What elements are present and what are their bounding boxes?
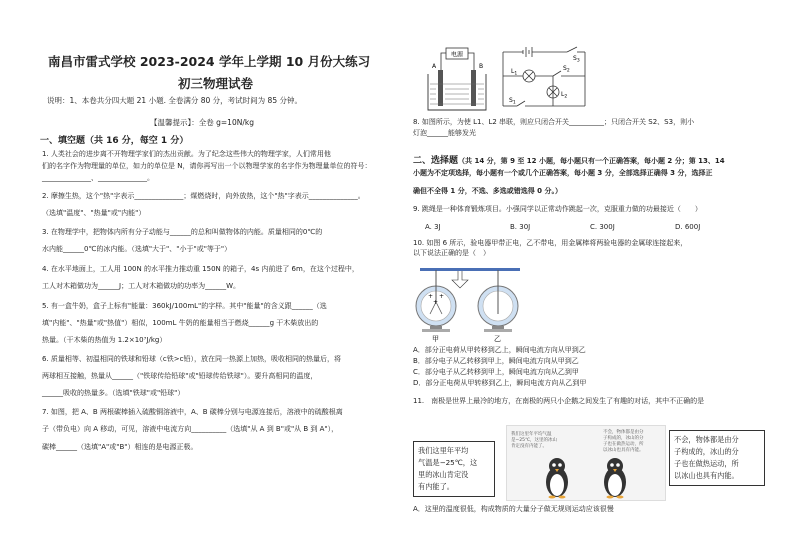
electrolysis-figure [420, 44, 490, 114]
q9-option-c[interactable]: C. 300J [590, 223, 615, 231]
q10-option-b[interactable]: B．部分电子从乙转移到甲上，瞬间电流方向从甲到乙 [413, 357, 579, 365]
tip: 【温馨提示】：全卷 g=10N/kg [150, 118, 254, 127]
instructions: 说明：1、本卷共分四大题 21 小题. 全卷满分 80 分，考试时间为 85 分钟。 [47, 96, 302, 105]
electroscope-jia [416, 270, 456, 332]
svg-text:+: + [433, 299, 439, 306]
penguin-cartoon [506, 425, 666, 501]
carbon-rod-a [438, 70, 443, 106]
q6-line2: 两球相互接触，热量从______（"铁球传给铅球"或"铅球传给铁球"）。要升高相同的温度， [42, 372, 318, 380]
q7-line3: 碳棒______（选填"A"或"B"）相连的是电源正极。 [42, 443, 198, 451]
section-2-heading-line [413, 148, 725, 167]
q10-text-2: 以下说法正确的是（ ） [413, 249, 490, 257]
exam-title: 南昌市雷式学校 2023-2024 学年上学期 10 月份大练习 [48, 54, 371, 69]
q9-text: 9. 跳绳是一种体育锻炼项目。小强同学以正常动作跳起一次，克服重力做的功最接近（ ） [413, 205, 702, 213]
power-source-label: 电源 [450, 51, 464, 59]
carbon-rod-b [471, 70, 476, 106]
switch-s3-label: $S_3$ [573, 55, 580, 64]
q1-line1: 1. 人类社会的进步离不开物理学家们的杰出贡献。为了纪念这些伟大的物理学家，人们常用他 [42, 150, 331, 158]
q9-option-d[interactable]: D. 600J [675, 223, 701, 231]
q5-line1: 5. 有一盒牛奶，盒子上标有"能量：360kJ/100mL"的字样。其中"能量"的含义跟______（选 [42, 302, 327, 310]
speech-bubble-left: 我们这里年平均 气温是−25℃，这 里的冰山肯定没 有内能了。 [413, 441, 495, 497]
q9-option-a[interactable]: A. 3J [425, 223, 441, 231]
switch-s1-label: $S_1$ [509, 97, 516, 106]
q10-option-c[interactable]: C．部分电子从乙转移到甲上，瞬间电流方向从乙到甲 [413, 368, 579, 376]
q10-option-a[interactable]: A．部分正电荷从甲转移到乙上，瞬间电流方向从甲到乙 [413, 346, 586, 354]
q3-line2: 水内能______0℃的冰内能。（选填"大于"、"小于"或"等于"） [42, 245, 232, 253]
metal-rod [420, 268, 520, 271]
q8-line1: 8. 如图所示，为使 L1、L2 串联，则应只闭合开关__________；只闭合开关 S2、S3，则小 [413, 118, 695, 126]
electroscope-figure [408, 262, 538, 344]
lamp-l1-label: $L_1$ [511, 68, 518, 77]
q2-line2: （选填"温度"、"热量"或"内能"） [42, 209, 146, 217]
q7-line1: 7. 如图，把 A、B 两根碳棒插入硫酸铜溶液中，A、B 碳棒分别与电源连接后，溶液中的硫酸根离 [42, 408, 343, 416]
lamp-l2-label: $L_2$ [561, 91, 568, 100]
arrow-down-icon [452, 271, 468, 288]
q4-line2: 工人对木箱做功为______J；工人对木箱做功的功率为______W。 [42, 282, 240, 290]
q11-text: 11. 南极是世界上最冷的地方，在南极的两只小企鹅之间发生了有趣的对话，其中不正确的是 [413, 397, 705, 405]
q2-line1: 2. 摩擦生热，这个"热"字表示______________；煤燃烧时，向外放热，这个"热"字表示______________。 [42, 192, 365, 200]
q8-line2: 灯泡______能够发光 [413, 129, 476, 137]
q6-line1: 6. 质量相等、初温相同的铁球和铅球（c铁>c铅），放在同一热源上加热，吸收相同的热量后，将 [42, 355, 341, 363]
q5-line3: 热量。（干木柴的热值为 1.2×10⁷J/kg） [42, 336, 167, 344]
q10-text-1: 10. 如图 6 所示，验电器甲带正电，乙不带电，用金属棒将两验电器的金属球连接起来， [413, 239, 688, 247]
section-2-heading: 二、选择题 [413, 156, 459, 166]
svg-text:+: + [439, 293, 445, 300]
speech-bubble-right: 不会，物体都是由分 子构成的，冰山的分 子也在做热运动，所 以冰山也具有内能。 [669, 430, 765, 486]
q11-option-a[interactable]: A．这里的温度很低，构成物质的大量分子做无规则运动应该很慢 [413, 505, 614, 513]
q1-line2: 们的名字作为物理量的单位，如力的单位是 N，请你再写出一个以物理学家的名字作为物理量单位的符号： [42, 162, 372, 170]
penguin-left [546, 458, 568, 499]
label-jia: 甲 [432, 335, 439, 343]
section-2-rule-3: 确但不全得 1 分，不选、多选或错选得 0 分。） [413, 187, 562, 195]
switch-s2-label: $S_2$ [563, 65, 570, 74]
label-yi: 乙 [494, 335, 501, 343]
q9-option-b[interactable]: B. 30J [510, 223, 531, 231]
q1-line3: ______________、______________。 [42, 174, 154, 182]
section-2-rule-1: （共 14 分，第 9 至 12 小题，每小题只有一个正确答案，每小题 2 分；第 13、14 [458, 157, 725, 165]
section-2-rule-2: 小题为不定项选择，每小题有一个或几个正确答案，每小题 3 分，全部选择正确得 3 分，选择正 [413, 169, 713, 177]
q10-option-d[interactable]: D．部分正电荷从甲转移到乙上，瞬间电流方向从乙到甲 [413, 379, 587, 387]
electroscope-yi [478, 270, 518, 332]
q7-line2: 子（带负电）向 A 移动，可见，溶液中电流方向__________（选填"从 A 到 B"或"从 B 到 A"）， [42, 425, 339, 433]
cartoon-left-text: 我们这里年平均气温 是−25℃，这里的冰山 肯定没有内能了。 [511, 432, 558, 449]
section-1-heading: 一、填空题（共 16 分，每空 1 分） [40, 136, 189, 146]
circuit-diagram [495, 44, 595, 116]
q6-line3: ______吸收的热量多。（选填"铁球"或"铅球"） [42, 389, 185, 397]
electrode-a-label: A [432, 63, 437, 70]
q3-line1: 3. 在物理学中，把物体内所有分子动能与______的总和叫做物体的内能。质量相同的0℃的 [42, 228, 323, 236]
q5-line2: 填"内能"、"热量"或"热值"）相似，100mL 牛奶的能量相当于燃烧______g 干木柴放出的 [42, 319, 319, 327]
exam-subtitle: 初三物理试卷 [178, 76, 254, 91]
q4-line1: 4. 在水平地面上，工人用 100N 的水平推力推动重 150N 的箱子，4s 内前进了 6m，在这个过程中， [42, 265, 359, 273]
penguin-right [604, 458, 626, 499]
svg-text:+: + [428, 293, 434, 300]
beaker [428, 74, 486, 110]
cartoon-right-text: 不会，物体都是由分 子构成的，冰山的分 子也在做热运动，所 以冰山也具有内能。 [603, 430, 644, 453]
electrode-b-label: B [479, 63, 484, 70]
